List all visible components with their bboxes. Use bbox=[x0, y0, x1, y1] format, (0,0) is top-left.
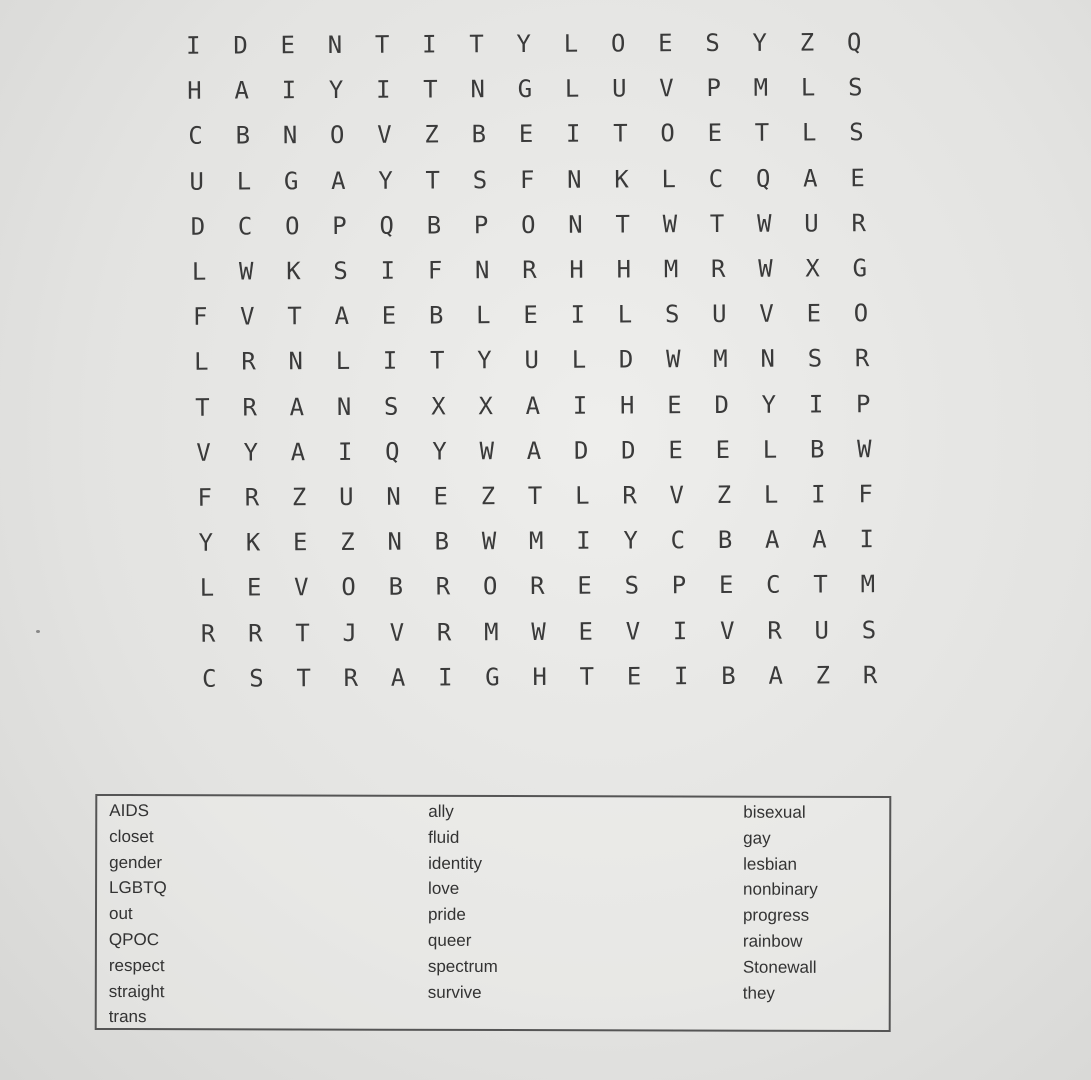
grid-letter: R bbox=[242, 393, 257, 422]
grid-row bbox=[173, 472, 883, 521]
grid-letter: X bbox=[805, 254, 820, 283]
grid-letter: E bbox=[381, 301, 397, 330]
grid-letter: Y bbox=[623, 526, 638, 555]
grid-letter: U bbox=[712, 300, 727, 329]
word-list-item: QPOC bbox=[108, 929, 160, 950]
grid-letter: O bbox=[482, 572, 498, 601]
grid-letter: E bbox=[292, 528, 308, 557]
grid-letter: N bbox=[474, 256, 490, 285]
grid-letter: P bbox=[332, 211, 347, 240]
grid-letter: I bbox=[673, 661, 689, 691]
grid-letter: U bbox=[611, 74, 627, 103]
grid-row bbox=[170, 65, 880, 114]
grid-letter: J bbox=[342, 618, 358, 647]
grid-letter: V bbox=[377, 121, 392, 150]
grid-letter: D bbox=[573, 436, 589, 465]
grid-letter: I bbox=[576, 526, 591, 555]
grid-letter: X bbox=[431, 392, 446, 421]
grid-letter: G bbox=[485, 662, 500, 692]
grid-row bbox=[171, 156, 881, 205]
grid-letter: C bbox=[237, 212, 253, 241]
grid-letter: T bbox=[287, 302, 302, 331]
word-list-item: spectrum bbox=[427, 956, 498, 976]
grid-letter: E bbox=[715, 435, 731, 464]
grid-letter: L bbox=[476, 301, 491, 330]
grid-letter: Q bbox=[846, 28, 862, 57]
word-list-item: AIDS bbox=[109, 800, 149, 821]
grid-letter: B bbox=[809, 435, 825, 464]
grid-letter: T bbox=[296, 663, 311, 693]
grid-letter: H bbox=[616, 255, 632, 284]
grid-letter: U bbox=[189, 167, 205, 196]
grid-letter: O bbox=[610, 29, 626, 58]
grid-letter: K bbox=[245, 528, 261, 557]
grid-letter: B bbox=[717, 526, 733, 555]
grid-letter: A bbox=[234, 76, 249, 105]
grid-row bbox=[173, 563, 883, 612]
grid-letter: Y bbox=[752, 28, 768, 57]
grid-letter: Y bbox=[243, 438, 259, 467]
grid-letter: W bbox=[756, 209, 772, 238]
word-list-item: they bbox=[742, 983, 775, 1003]
grid-letter: E bbox=[280, 31, 296, 60]
word-list-item: trans bbox=[108, 1007, 147, 1027]
grid-letter: H bbox=[532, 662, 547, 691]
word-list-item: rainbow bbox=[742, 931, 803, 951]
grid-row bbox=[172, 291, 882, 340]
grid-letter: V bbox=[294, 573, 309, 602]
grid-letter: Y bbox=[761, 390, 777, 419]
grid-letter: T bbox=[423, 75, 438, 104]
grid-letter: Q bbox=[379, 211, 394, 240]
grid-letter: U bbox=[814, 616, 830, 645]
grid-letter: R bbox=[248, 618, 263, 648]
grid-letter: L bbox=[564, 74, 580, 103]
grid-letter: R bbox=[710, 254, 726, 284]
grid-letter: R bbox=[851, 209, 866, 238]
grid-letter: R bbox=[436, 617, 452, 647]
grid-letter: R bbox=[241, 347, 256, 376]
grid-letter: I bbox=[437, 663, 453, 692]
grid-letter: E bbox=[518, 120, 534, 149]
grid-letter: T bbox=[615, 210, 630, 239]
word-list-column-2 bbox=[428, 799, 629, 1006]
grid-letter: L bbox=[193, 348, 209, 377]
word-list-item: identity bbox=[428, 853, 483, 873]
grid-letter: T bbox=[754, 119, 770, 148]
grid-letter: C bbox=[708, 164, 724, 193]
grid-letter: I bbox=[672, 616, 688, 645]
grid-letter: B bbox=[471, 120, 487, 149]
grid-letter: E bbox=[658, 29, 673, 58]
grid-letter: N bbox=[387, 527, 402, 556]
word-list-item: respect bbox=[108, 955, 165, 975]
grid-letter: S bbox=[383, 392, 399, 421]
grid-letter: E bbox=[850, 163, 865, 192]
grid-letter: L bbox=[236, 167, 252, 196]
grid-letter: E bbox=[718, 571, 734, 600]
grid-letter: E bbox=[578, 617, 594, 646]
grid-letter: D bbox=[621, 436, 636, 465]
grid-letter: I bbox=[422, 30, 437, 59]
grid-letter: N bbox=[327, 30, 343, 60]
grid-letter: V bbox=[669, 481, 685, 510]
grid-letter: L bbox=[571, 346, 587, 375]
grid-letter: V bbox=[720, 616, 735, 645]
grid-letter: B bbox=[428, 301, 444, 330]
grid-letter: I bbox=[810, 480, 826, 509]
grid-letter: B bbox=[721, 661, 736, 690]
grid-letter: M bbox=[663, 255, 679, 284]
grid-letter: I bbox=[382, 347, 398, 376]
word-list-item: lesbian bbox=[743, 854, 798, 874]
grid-letter: P bbox=[706, 74, 721, 103]
grid-letter: N bbox=[568, 210, 583, 239]
grid-letter: P bbox=[671, 571, 687, 600]
grid-letter: P bbox=[473, 210, 489, 240]
grid-letter: A bbox=[334, 302, 350, 331]
grid-row bbox=[174, 653, 884, 702]
grid-letter: E bbox=[668, 435, 683, 465]
grid-letter: K bbox=[614, 165, 629, 194]
grid-letter: E bbox=[626, 662, 642, 691]
grid-letter: P bbox=[855, 389, 871, 418]
grid-letter: A bbox=[525, 391, 541, 420]
word-list-item: gay bbox=[743, 828, 771, 848]
grid-letter: N bbox=[288, 347, 303, 376]
grid-letter: L bbox=[661, 164, 677, 193]
grid-letter: I bbox=[859, 525, 874, 554]
grid-letter: R bbox=[622, 481, 637, 510]
word-list-item: survive bbox=[427, 982, 482, 1002]
grid-letter: I bbox=[337, 437, 353, 466]
grid-letter: W bbox=[857, 434, 872, 464]
grid-letter: T bbox=[195, 393, 210, 422]
word-list-column-1 bbox=[109, 798, 310, 1031]
grid-letter: R bbox=[522, 255, 537, 285]
grid-letter: T bbox=[425, 166, 441, 195]
grid-row bbox=[171, 201, 881, 250]
grid-letter: C bbox=[766, 571, 781, 600]
grid-letter: F bbox=[858, 480, 873, 509]
grid-letter: Z bbox=[799, 28, 815, 57]
grid-letter: I bbox=[565, 120, 581, 149]
grid-letter: G bbox=[283, 166, 299, 195]
grid-letter: R bbox=[530, 572, 545, 601]
grid-letter: B bbox=[388, 573, 404, 602]
word-list-item: gender bbox=[109, 852, 163, 872]
word-list-item: LGBTQ bbox=[109, 878, 167, 898]
grid-letter: O bbox=[341, 573, 356, 602]
grid-letter: T bbox=[469, 30, 484, 59]
grid-letter: L bbox=[617, 300, 633, 329]
grid-letter: E bbox=[806, 299, 822, 328]
grid-letter: T bbox=[579, 662, 595, 691]
grid-letter: W bbox=[662, 210, 678, 239]
grid-letter: Y bbox=[328, 76, 344, 105]
grid-letter: S bbox=[849, 118, 864, 147]
grid-row bbox=[172, 337, 882, 386]
grid-letter: A bbox=[390, 663, 406, 692]
word-list-item: ally bbox=[428, 801, 454, 821]
grid-letter: L bbox=[335, 347, 351, 376]
grid-letter: A bbox=[289, 392, 305, 421]
grid-letter: V bbox=[659, 74, 674, 103]
word-list-item: out bbox=[108, 904, 133, 924]
word-list-item: fluid bbox=[428, 827, 460, 847]
grid-letter: M bbox=[860, 570, 876, 599]
word-list-item: nonbinary bbox=[743, 880, 818, 900]
grid-letter: D bbox=[190, 212, 206, 241]
grid-letter: E bbox=[577, 572, 592, 601]
grid-letter: N bbox=[336, 392, 352, 421]
grid-letter: H bbox=[569, 255, 584, 284]
grid-letter: L bbox=[199, 574, 215, 603]
grid-letter: Z bbox=[716, 480, 732, 510]
grid-letter: E bbox=[707, 119, 723, 148]
grid-letter: T bbox=[613, 119, 628, 148]
grid-letter: M bbox=[753, 73, 769, 102]
grid-letter: R bbox=[435, 572, 451, 601]
grid-letter: A bbox=[290, 437, 306, 467]
grid-letter: M bbox=[528, 527, 544, 556]
grid-letter: O bbox=[284, 211, 300, 241]
word-list-item: progress bbox=[742, 905, 810, 926]
grid-letter: C bbox=[201, 664, 217, 693]
grid-letter: Z bbox=[291, 483, 307, 512]
grid-letter: F bbox=[427, 256, 443, 285]
grid-letter: T bbox=[295, 618, 310, 647]
grid-letter: E bbox=[246, 573, 262, 602]
word-list-item: queer bbox=[427, 930, 472, 950]
grid-letter: M bbox=[484, 617, 499, 646]
grid-letter: S bbox=[664, 300, 680, 329]
grid-letter: F bbox=[192, 302, 208, 331]
grid-letter: U bbox=[339, 482, 354, 511]
grid-letter: L bbox=[563, 29, 579, 58]
grid-letter: L bbox=[191, 257, 207, 286]
grid-letter: L bbox=[800, 73, 816, 102]
word-list-item: closet bbox=[109, 826, 154, 846]
grid-letter: Q bbox=[755, 164, 771, 193]
grid-letter: T bbox=[813, 570, 828, 599]
grid-letter: I bbox=[808, 390, 824, 419]
grid-letter: Z bbox=[424, 120, 439, 149]
grid-letter: W bbox=[665, 345, 681, 374]
grid-letter: A bbox=[768, 661, 783, 690]
grid-letter: K bbox=[286, 257, 301, 286]
grid-letter: R bbox=[244, 483, 260, 512]
grid-letter: F bbox=[197, 483, 213, 512]
word-list-item: Stonewall bbox=[742, 957, 817, 977]
grid-letter: L bbox=[762, 435, 778, 464]
grid-letter: I bbox=[375, 75, 391, 104]
grid-letter: W bbox=[479, 436, 495, 466]
word-list-item: pride bbox=[427, 905, 466, 925]
grid-letter: B bbox=[434, 527, 450, 556]
grid-row bbox=[172, 427, 882, 476]
grid-letter: G bbox=[517, 75, 533, 104]
grid-letter: W bbox=[481, 527, 497, 556]
word-list-item: love bbox=[428, 879, 460, 899]
grid-row bbox=[170, 20, 880, 69]
grid-letter: V bbox=[625, 617, 641, 646]
grid-letter: W bbox=[238, 257, 254, 286]
grid-letter: I bbox=[570, 300, 586, 329]
grid-letter: F bbox=[519, 165, 535, 194]
grid-letter: S bbox=[472, 165, 488, 194]
grid-letter: W bbox=[758, 254, 773, 283]
grid-row bbox=[171, 111, 881, 160]
grid-row bbox=[173, 608, 883, 657]
grid-letter: H bbox=[187, 76, 202, 105]
grid-letter: I bbox=[380, 256, 396, 285]
grid-letter: E bbox=[433, 482, 449, 511]
grid-letter: V bbox=[759, 299, 774, 328]
grid-letter: H bbox=[619, 391, 635, 420]
grid-letter: L bbox=[575, 481, 590, 510]
grid-letter: C bbox=[188, 122, 203, 151]
grid-letter: B bbox=[235, 121, 251, 150]
grid-letter: I bbox=[186, 31, 201, 60]
grid-letter: U bbox=[524, 346, 539, 375]
grid-letter: W bbox=[531, 617, 546, 646]
grid-letter: S bbox=[705, 28, 720, 58]
grid-letter: L bbox=[763, 480, 779, 509]
grid-letter: R bbox=[862, 660, 878, 690]
grid-letter: D bbox=[233, 31, 248, 60]
grid-letter: M bbox=[713, 345, 728, 374]
grid-letter: T bbox=[374, 30, 390, 59]
grid-letter: S bbox=[249, 664, 264, 693]
grid-letter: Z bbox=[340, 528, 355, 557]
word-list-item: bisexual bbox=[743, 802, 806, 822]
grid-letter: S bbox=[333, 256, 348, 286]
grid-letter: E bbox=[667, 390, 682, 419]
grid-letter: R bbox=[200, 619, 216, 648]
grid-letter: D bbox=[618, 345, 634, 374]
grid-letter: G bbox=[852, 254, 868, 283]
grid-letter: R bbox=[767, 616, 782, 645]
grid-letter: V bbox=[240, 302, 255, 331]
word-list-column-3 bbox=[743, 800, 944, 1007]
grid-letter: V bbox=[389, 618, 405, 647]
word-list-box bbox=[95, 794, 892, 1032]
grid-letter: Z bbox=[480, 482, 496, 511]
grid-letter: B bbox=[426, 211, 442, 240]
grid-letter: N bbox=[567, 165, 582, 194]
grid-letter: T bbox=[709, 209, 725, 238]
grid-letter: A bbox=[764, 525, 780, 554]
grid-letter: Y bbox=[432, 437, 447, 466]
grid-letter: N bbox=[760, 345, 775, 374]
grid-row bbox=[171, 246, 881, 295]
grid-letter: A bbox=[812, 525, 827, 554]
grid-row bbox=[172, 382, 882, 431]
grid-letter: T bbox=[527, 481, 543, 510]
grid-letter: O bbox=[329, 121, 345, 150]
grid-letter: D bbox=[714, 390, 729, 419]
grid-letter: O bbox=[520, 210, 536, 239]
grid-letter: O bbox=[660, 119, 675, 148]
grid-letter: Y bbox=[516, 29, 532, 59]
grid-letter: A bbox=[526, 436, 542, 465]
grid-letter: E bbox=[523, 301, 538, 330]
grid-letter: N bbox=[386, 482, 401, 511]
grid-letter: N bbox=[282, 121, 298, 150]
grid-letter: I bbox=[281, 76, 297, 105]
word-search-grid bbox=[170, 20, 884, 699]
grid-letter: R bbox=[343, 663, 359, 692]
grid-letter: N bbox=[470, 75, 485, 104]
grid-letter: A bbox=[803, 164, 818, 193]
grid-letter: S bbox=[624, 571, 640, 600]
grid-letter: I bbox=[572, 391, 588, 420]
screen-speck bbox=[36, 630, 40, 633]
grid-letter: V bbox=[196, 438, 211, 467]
grid-letter: Y bbox=[378, 166, 393, 195]
grid-letter: S bbox=[807, 344, 823, 373]
grid-letter: C bbox=[670, 526, 686, 555]
grid-letter: S bbox=[847, 73, 863, 102]
word-list-item: straight bbox=[108, 981, 165, 1001]
grid-row bbox=[173, 517, 883, 566]
grid-letter: Q bbox=[385, 437, 400, 466]
grid-letter: R bbox=[854, 344, 870, 373]
grid-letter: S bbox=[861, 615, 877, 644]
grid-letter: T bbox=[429, 346, 445, 375]
grid-letter: X bbox=[478, 391, 493, 420]
grid-letter: Z bbox=[815, 661, 831, 690]
grid-letter: O bbox=[853, 299, 869, 328]
grid-letter: U bbox=[804, 209, 819, 238]
grid-letter: A bbox=[331, 166, 346, 195]
grid-letter: L bbox=[801, 118, 817, 147]
grid-letter: Y bbox=[198, 528, 214, 557]
grid-letter: Y bbox=[477, 346, 492, 375]
